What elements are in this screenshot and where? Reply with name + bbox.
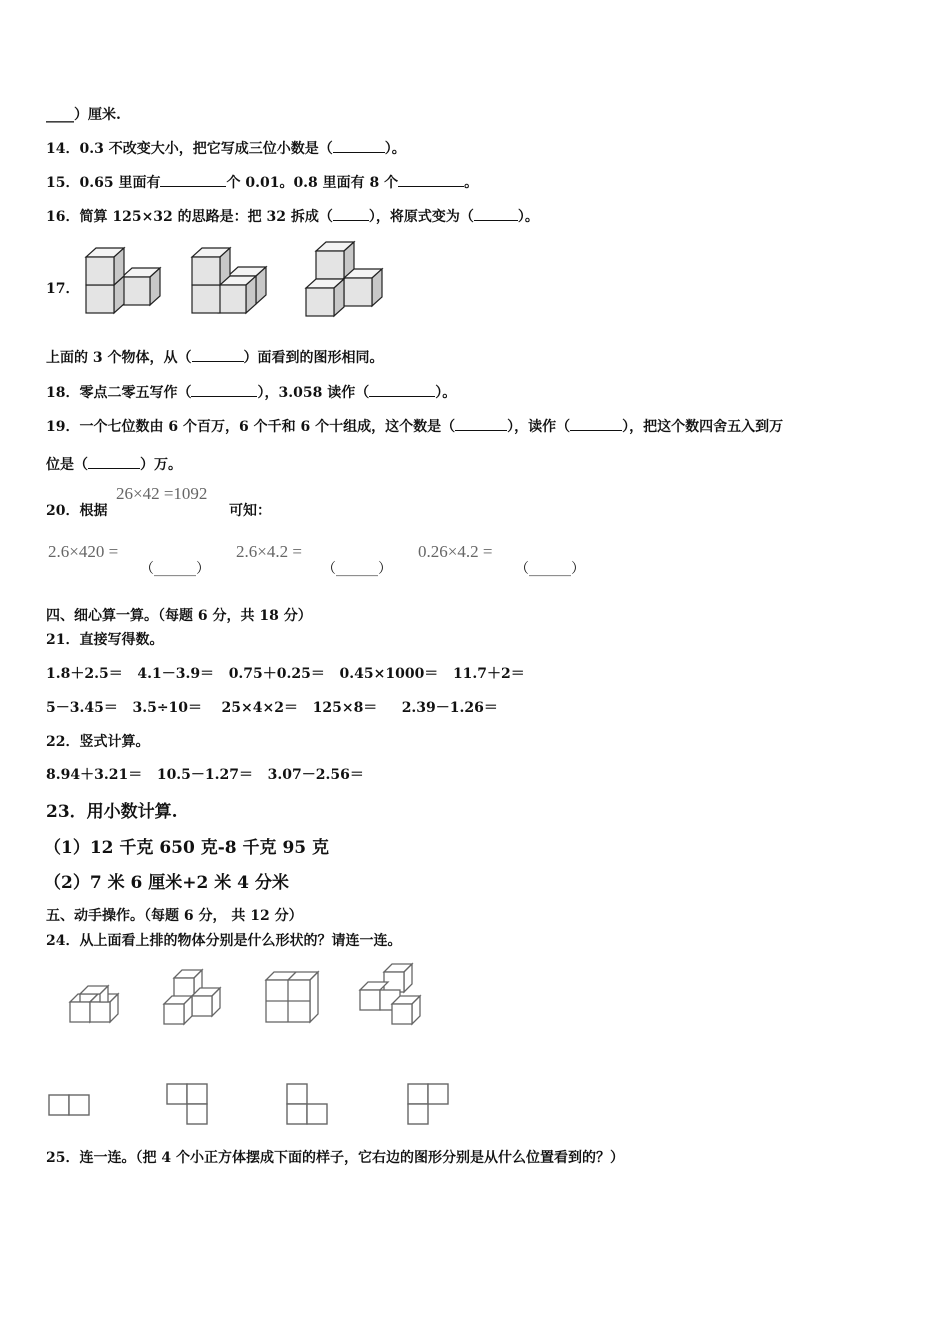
calc-item: 3.5÷10＝ [132,700,203,716]
q13-tail: ____）厘米. [46,107,121,123]
answer-blank[interactable] [160,175,226,187]
q24-view-a-figure [48,1094,92,1118]
q15-text-1: 15．0.65 里面有 [46,175,161,191]
calc-item: 1.8＋2.5＝ [46,666,123,682]
q24-object-3-figure [264,966,324,1026]
q18-text-3: ）。 [435,385,457,401]
q19-text-3: ），把这个数四舍五入到万 [622,419,784,435]
calc-item: 125×8＝ [312,700,378,716]
q17-object-3-figure [304,240,394,320]
answer-blank[interactable] [333,141,385,153]
question-18 [46,382,456,402]
q17-suffix: ）面看到的图形相同。 [243,350,384,366]
calc-item: 10.5－1.27＝ [156,767,254,783]
answer-blank[interactable] [398,175,464,187]
q18-text-1: 18．零点二零五写作（ [46,385,192,401]
question-16 [46,206,539,226]
q23-title: 23．用小数计算. [46,802,178,822]
answer-blank[interactable] [369,385,435,397]
q20-suffix: 可知： [229,503,271,519]
calc-item: 3.07－2.56＝ [267,767,364,783]
q21-row-2 [46,697,498,717]
q16-text-3: ）。 [517,209,539,225]
calc-item: 2.39－1.26＝ [401,700,498,716]
q20-blank-3[interactable]: （______） [515,561,585,577]
q23-item-1: （1）12 千克 650 克-8 千克 95 克 [44,838,330,858]
q25-question: 25．连一连。（把 4 个小正方体摆成下面的样子，它右边的图形分别是从什么位置看到的？） [46,1150,624,1166]
q19-text-4: 位是（ [46,457,88,473]
answer-blank[interactable] [455,419,507,431]
answer-blank[interactable] [474,209,518,221]
question-20 [46,500,107,520]
section-5-heading: 五、动手操作。（每题 6 分， 共 12 分） [46,908,303,924]
calc-item: 11.7＋2＝ [452,666,525,682]
question-14 [46,138,406,158]
q17-object-1-figure [84,246,164,316]
answer-blank[interactable] [191,385,257,397]
calc-item: 4.1－3.9＝ [137,666,215,682]
answer-blank[interactable] [570,419,622,431]
q20-prefix: 20．根据 [46,503,108,519]
section-4-heading: 四、细心算一算。（每题 6 分，共 18 分） [46,608,312,624]
q21-title: 21．直接写得数。 [46,632,164,648]
q22-title: 22．竖式计算。 [46,734,150,750]
q24-object-4-figure [358,960,428,1026]
q20-expr-3: 0.26×4.2 = [418,542,493,561]
q16-text-2: ），将原式变为（ [368,209,474,225]
q20-blank-2[interactable]: （______） [322,561,392,577]
q24-view-b-figure [166,1083,210,1127]
q18-text-2: ），3.058 读作（ [257,385,370,401]
q20-blank-1[interactable]: （______） [140,561,210,577]
q20-formula: 26×42 =1092 [116,484,208,503]
answer-blank[interactable] [192,350,244,362]
q19-text-1: 19．一个七位数由 6 个百万，6 个千和 6 个十组成，这个数是（ [46,419,456,435]
calc-item: 0.75＋0.25＝ [228,666,325,682]
q21-row-1 [46,663,525,683]
q24-question: 24．从上面看上排的物体分别是什么形状的？请连一连。 [46,933,402,949]
q24-object-1-figure [68,982,128,1026]
q24-object-2-figure [162,966,228,1028]
q19-text-5: ）万。 [140,457,182,473]
answer-blank[interactable] [333,209,369,221]
q17-object-2-figure [190,246,280,316]
q16-text-1: 16．简算 125×32 的思路是：把 32 拆成（ [46,209,333,225]
q20-expr-2: 2.6×4.2 = [236,542,302,561]
q17-question [46,347,384,367]
question-15 [46,172,478,192]
q23-item-2: （2）7 米 6 厘米+2 米 4 分米 [44,873,289,893]
answer-blank[interactable] [88,457,140,469]
calc-item: 25×4×2＝ [221,700,298,716]
q15-text-3: 。 [464,175,479,191]
question-19 [46,416,783,436]
q14-suffix: ）。 [384,141,406,157]
q17-number: 17． [46,281,80,297]
q19-text-2: ），读作（ [507,419,571,435]
calc-item: 5－3.45＝ [46,700,118,716]
q20-expr-1: 2.6×420 = [48,542,119,561]
q14-text: 14．0.3 不改变大小，把它写成三位小数是（ [46,141,333,157]
calc-item: 8.94＋3.21＝ [46,767,143,783]
calc-item: 0.45×1000＝ [339,666,439,682]
q15-text-2: 个 0.01。0.8 里面有 8 个 [226,175,399,191]
q22-items [46,764,364,784]
question-19-cont [46,454,182,474]
q24-view-c-figure [286,1083,330,1127]
q17-text: 上面的 3 个物体，从（ [46,350,192,366]
q24-view-d-figure [407,1083,451,1127]
